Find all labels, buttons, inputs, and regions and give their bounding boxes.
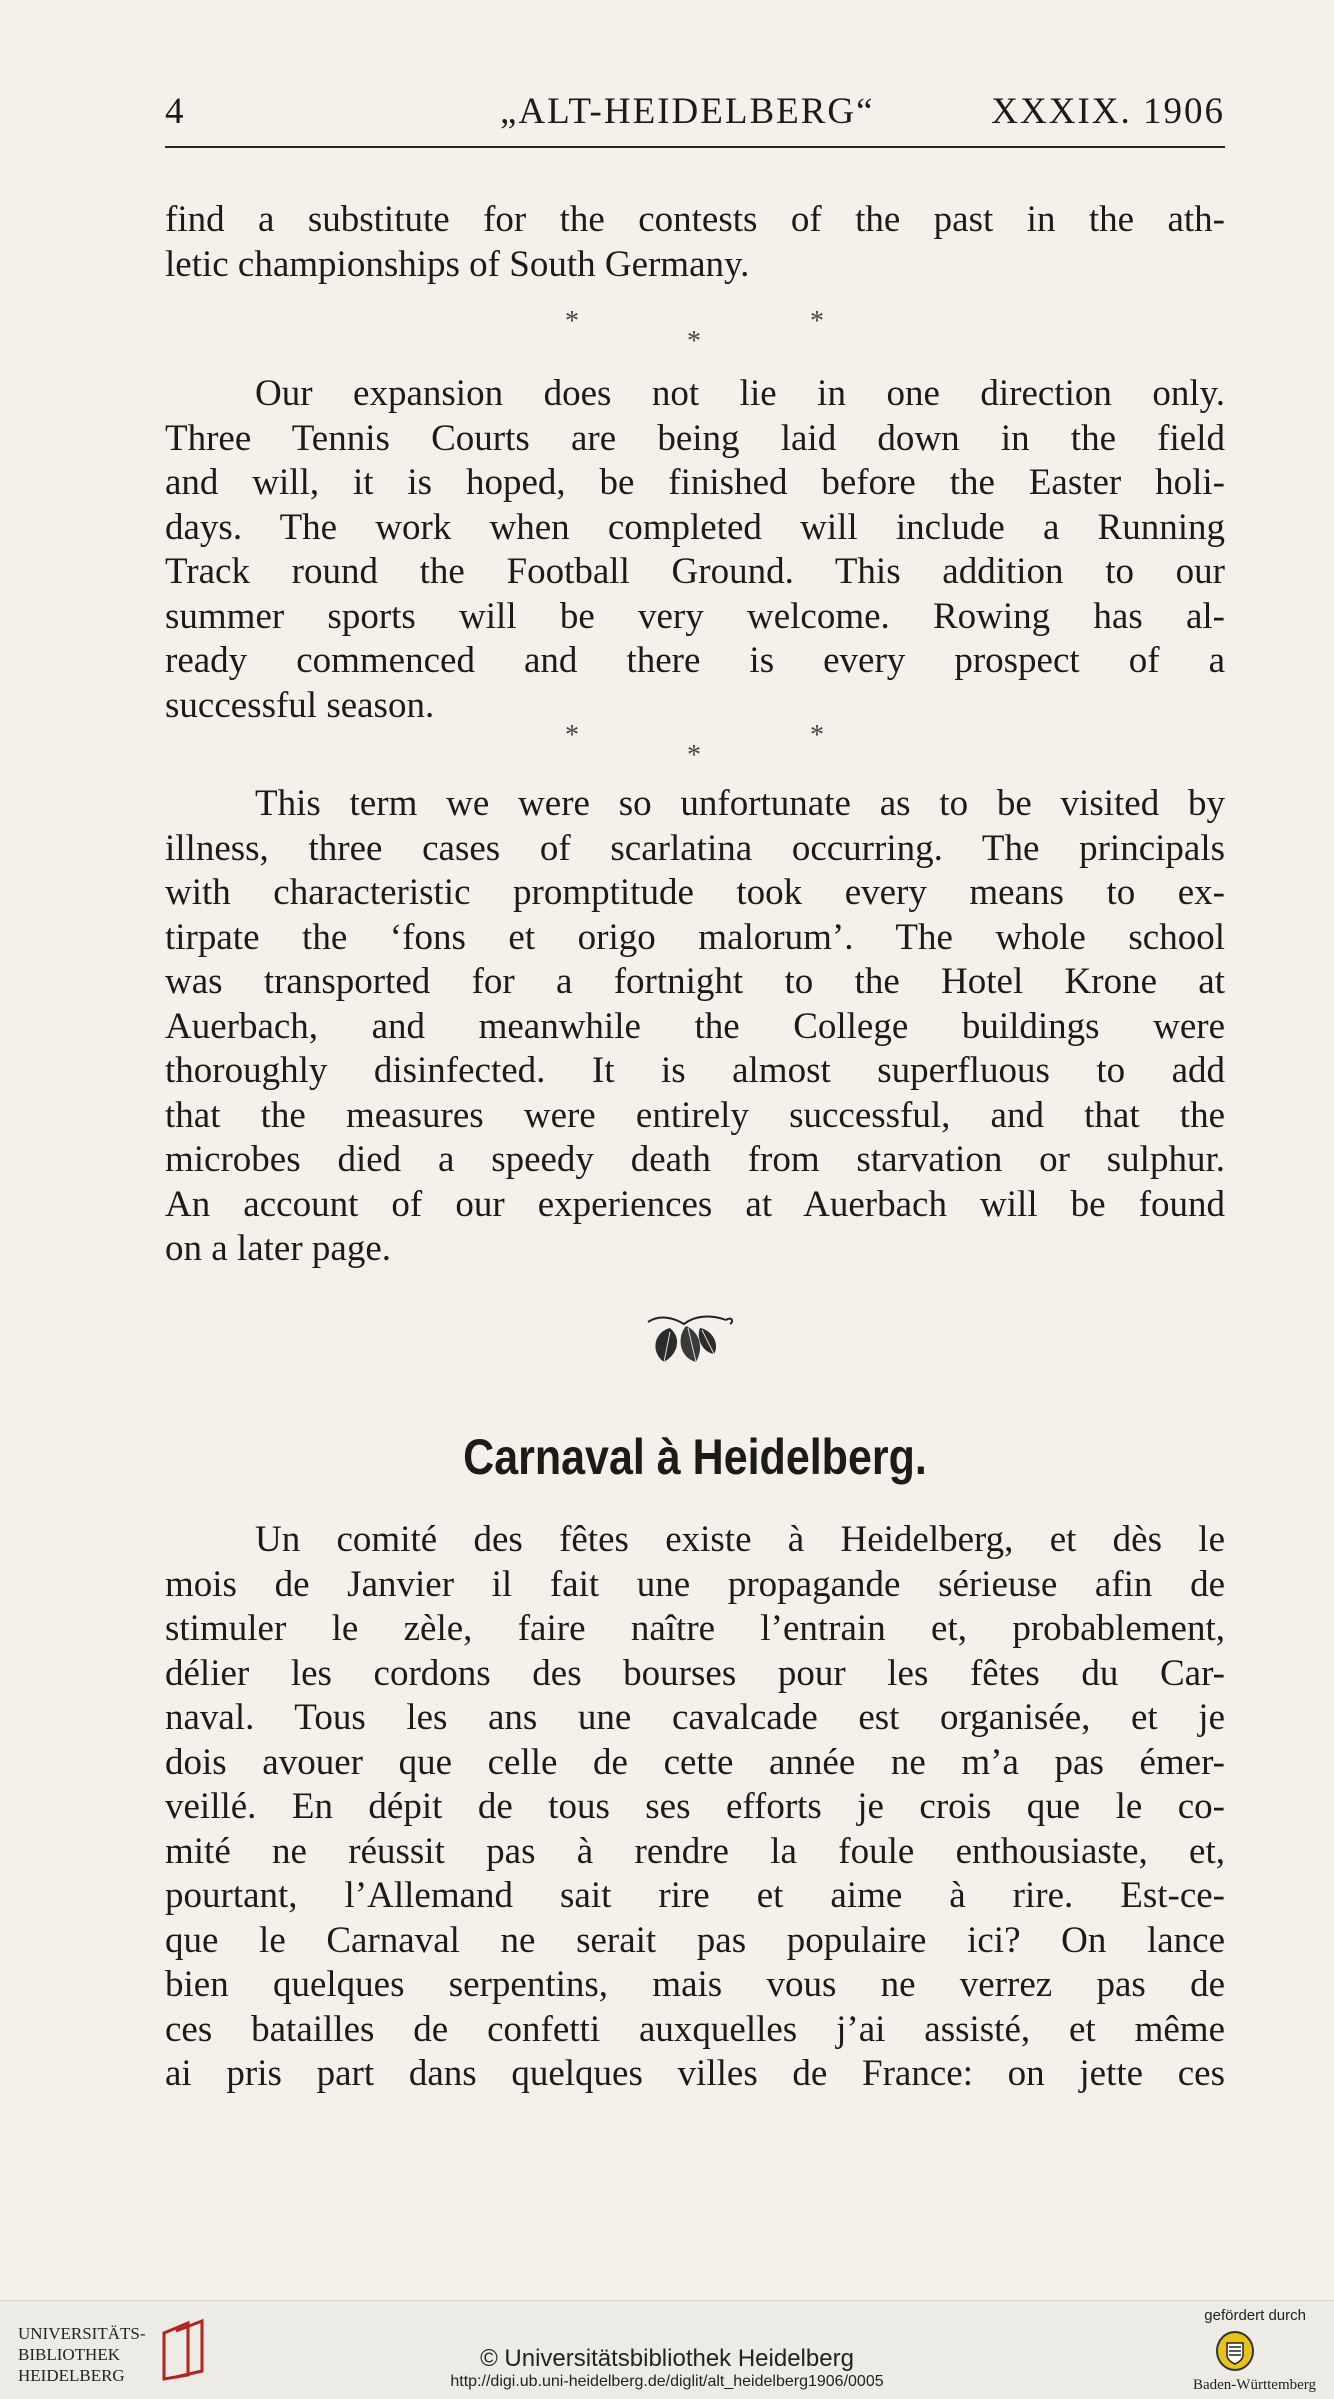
baden-wuerttemberg-crest-icon bbox=[1214, 2327, 1256, 2373]
journal-title: „ALT-HEIDELBERG“ bbox=[500, 91, 875, 132]
copyright-text: © Universitätsbibliothek Heidelberg bbox=[480, 2345, 854, 2372]
library-name-line: HEIDELBERG bbox=[18, 2366, 125, 2385]
leaf-ornament-icon bbox=[640, 1308, 740, 1368]
funded-by-label: gefördert durch bbox=[1204, 2307, 1306, 2324]
text-line: An account of our experiences at Auerbach will be found bbox=[165, 1183, 1225, 1225]
star-left: * bbox=[565, 720, 579, 751]
text-line: Auerbach, and meanwhile the College buildings were bbox=[165, 1005, 1225, 1047]
text-line: ready commenced and there is every prospect of a bbox=[165, 640, 1225, 681]
text-line: ces batailles de confetti auxquelles j’ai assisté, et même bbox=[165, 2008, 1225, 2050]
text-line: successful season. bbox=[165, 684, 435, 726]
paragraph-1 bbox=[165, 198, 1225, 287]
text-line: ai pris part dans quelques villes de France: on jette ces bbox=[165, 2053, 1225, 2094]
text-line: que le Carnaval ne serait pas populaire ici? On lance bbox=[165, 1919, 1225, 1961]
star-right: * bbox=[810, 720, 824, 751]
text-line: illness, three cases of scarlatina occurring. The principals bbox=[165, 827, 1225, 869]
text-line: and will, it is hoped, be finished before the Easter holi- bbox=[165, 462, 1225, 503]
paragraph-4 bbox=[165, 1518, 1225, 2097]
text-line: Our expansion does not lie in one direction only. bbox=[255, 373, 1225, 414]
text-line: microbes died a speedy death from starvation or sulphur. bbox=[165, 1139, 1225, 1180]
text-line: days. The work when completed will include a Running bbox=[165, 506, 1225, 548]
text-line: mois de Janvier il fait une propagande sérieuse afin de bbox=[165, 1563, 1225, 1605]
star-left: * bbox=[565, 306, 579, 337]
text-line: letic championships of South Germany. bbox=[165, 243, 750, 285]
section-heading: Carnaval à Heidelberg. bbox=[463, 1429, 927, 1485]
text-line: naval. Tous les ans une cavalcade est organisée, et je bbox=[165, 1697, 1225, 1738]
volume-year: XXXIX. 1906 bbox=[991, 91, 1225, 132]
text-line: This term we were so unfortunate as to be visited by bbox=[255, 783, 1225, 824]
text-line: summer sports will be very welcome. Rowing has al- bbox=[165, 595, 1225, 637]
text-line: with characteristic promptitude took every means to ex- bbox=[165, 872, 1225, 913]
text-line: veillé. En dépit de tous ses efforts je crois que le co- bbox=[165, 1786, 1225, 1827]
text-line: délier les cordons des bourses pour les fêtes du Car- bbox=[165, 1652, 1225, 1694]
text-line: that the measures were entirely successful, and that the bbox=[165, 1094, 1225, 1136]
digitization-footer bbox=[0, 2300, 1334, 2399]
section-divider-stars bbox=[165, 720, 1225, 771]
text-line: dois avouer que celle de cette année ne m’a pas émer- bbox=[165, 1741, 1225, 1783]
paragraph-2 bbox=[165, 372, 1225, 728]
running-header bbox=[165, 88, 1225, 148]
text-line: was transported for a fortnight to the Hotel Krone at bbox=[165, 961, 1225, 1002]
text-line: bien quelques serpentins, mais vous ne verrez pas de bbox=[165, 1964, 1225, 2005]
text-line: Un comité des fêtes existe à Heidelberg, et dès le bbox=[255, 1519, 1225, 1560]
text-line: pourtant, l’Allemand sait rire et aime à rire. Est-ce- bbox=[165, 1875, 1225, 1916]
text-line: Track round the Football Ground. This addition to our bbox=[165, 551, 1225, 592]
section-divider-stars bbox=[165, 306, 1225, 357]
text-line: on a later page. bbox=[165, 1228, 391, 1269]
text-line: stimuler le zèle, faire naître l’entrain et, probablement, bbox=[165, 1608, 1225, 1649]
text-line: thoroughly disinfected. It is almost superfluous to add bbox=[165, 1050, 1225, 1091]
library-name-line: UNIVERSITÄTS- bbox=[18, 2324, 146, 2343]
text-line: find a substitute for the contests of the past in the ath- bbox=[165, 199, 1225, 240]
library-name-line: BIBLIOTHEK bbox=[18, 2345, 120, 2364]
page-number: 4 bbox=[165, 91, 186, 132]
paragraph-3 bbox=[165, 782, 1225, 1272]
text-line: Three Tennis Courts are being laid down in the field bbox=[165, 417, 1225, 459]
text-line: tirpate the ‘fons et origo malorum’. The whole school bbox=[165, 916, 1225, 958]
star-center: * bbox=[687, 326, 701, 357]
text-line: mité ne réussit pas à rendre la foule enthousiaste, et, bbox=[165, 1830, 1225, 1872]
star-right: * bbox=[810, 306, 824, 337]
funder-name: Baden-Württemberg bbox=[1192, 2377, 1316, 2393]
source-url-link[interactable]: http://digi.ub.uni-heidelberg.de/diglit/alt_heidelberg1906/0005 bbox=[450, 2373, 884, 2390]
star-center: * bbox=[687, 740, 701, 771]
